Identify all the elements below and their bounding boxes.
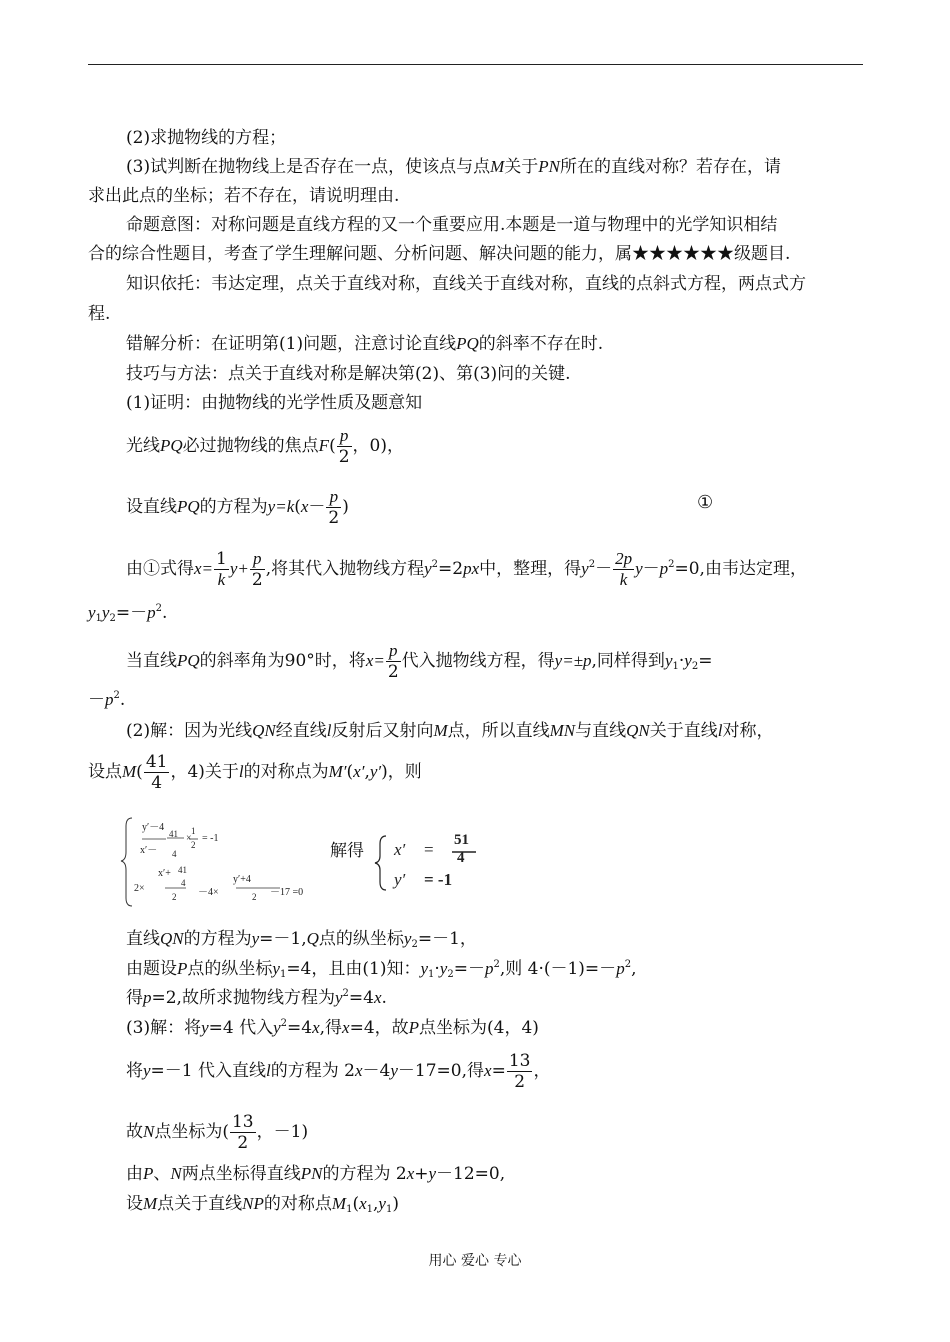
line-error-analysis: 错解分析：在证明第(1)问题，注意讨论直线PQ的斜率不存在时. (126, 334, 604, 354)
system-text: 2 (252, 892, 257, 902)
system-text: x′－ (140, 845, 158, 856)
line-focus: 光线PQ必过抛物线的焦点F( $\frac{p}{2}$ ，0)， (126, 426, 404, 467)
line-knowledge: 知识依托：韦达定理，点关于直线对称，直线关于直线对称，直线的点斜式方程，两点式方 (126, 274, 806, 294)
fraction: $\frac{1}{k}$ (216, 549, 227, 589)
solve-label: 解得 (330, 841, 364, 861)
system-text: 41 (169, 829, 178, 839)
system-text: 4 (172, 849, 177, 859)
system-text: 2× (134, 883, 145, 894)
line-n-coordinates: 故N点坐标为( $\frac{13}{2}$ ，－1) (126, 1112, 309, 1153)
system-text: 4 (181, 878, 186, 888)
line-p-value: 由题设P点的纵坐标$y_1=4$，且由(1)知：$y_1\cdot y_2=-p^2$,则 $4\cdot(-1)=-p^2$, (126, 959, 637, 980)
line-m1-point: 设M点关于直线NP的对称点$M_1(x_1,y_1)$ (126, 1194, 399, 1215)
solution-text: x′ (394, 840, 406, 859)
page-footer: 用心 爱心 专心 (428, 1253, 522, 1269)
line-part2-question: (2)求抛物线的方程； (126, 128, 287, 148)
line-vertical-case: 当直线PQ的斜率角为90°时，将x= $\frac{p}{2}$ 代入抛物线方程，得y=±p,同样得到$y_1\cdot y_2=$ (126, 641, 713, 682)
fraction: $\frac{13}{2}$ (231, 1112, 254, 1153)
line-part3-solution: (3)解：将y=4 代入$y^2=4x$,得x=4，故P点坐标为(4，4) (126, 1018, 539, 1038)
line-parabola-result: 得p=2,故所求抛物线方程为$y^2=4x$. (126, 988, 387, 1008)
system-text: x′+ (158, 868, 171, 879)
fraction: $\frac{p}{2}$ (387, 641, 399, 682)
solution-text: y′ (394, 870, 406, 889)
system-text: y′+4 (233, 874, 251, 885)
system-text: × (186, 833, 192, 844)
line-proof1: (1)证明：由抛物线的光学性质及题意知 (126, 393, 423, 413)
solution-text: 51 (454, 832, 469, 848)
equation-system (120, 812, 335, 910)
line-line-l-substitute: 将y=－1 代入直线l的方程为 2x－4y－17=0,得x= $\frac{13}{2}$ ， (126, 1051, 551, 1092)
fraction: $\frac{13}{2}$ (508, 1051, 531, 1092)
line-knowledge-cont: 程. (88, 304, 111, 324)
line-symmetric-point: 设点M( $\frac{41}{4}$ ，4)关于l的对称点为M′(x′,y′)，则 (88, 752, 422, 793)
fraction: $\frac{p}{2}$ (251, 549, 263, 590)
fraction: $\frac{41}{4}$ (145, 752, 168, 793)
equation-marker: ① (697, 492, 714, 513)
system-text: －4× (198, 887, 219, 898)
system-text: 2 (172, 892, 177, 902)
line-vertical-case-cont: $-p^2$. (88, 690, 126, 710)
line-pn-equation: 由P、N两点坐标得直线PN的方程为 2x+y－12=0, (126, 1164, 506, 1184)
system-text: －17 =0 (270, 887, 304, 898)
solution-text: = (424, 840, 434, 859)
system-text: 1 (191, 826, 196, 836)
line-part3-question-cont: 求出此点的坐标；若不存在，请说明理由. (88, 186, 400, 206)
line-intent-cont: 合的综合性题目，考查了学生理解问题、分析问题、解决问题的能力，属★★★★★★级题目. (88, 244, 791, 264)
solution-text: 4 (457, 850, 465, 866)
system-text: 41 (178, 865, 187, 875)
system-text: = -1 (202, 833, 219, 844)
system-text: 2 (191, 840, 196, 850)
line-technique: 技巧与方法：点关于直线对称是解决第(2)、第(3)问的关键. (126, 364, 571, 384)
fraction: $\frac{2p}{k}$ (615, 549, 633, 589)
line-qn-equation: 直线QN的方程为y=－1,Q点的纵坐标$y_2=-1$， (126, 929, 477, 950)
line-substitute: 由①式得x= $\frac{1}{k}$ y+ $\frac{p}{2}$ ,将其代入抛物线方程$y^2=2px$中，整理，得$y^2-$ $\frac{2p}{k}$ $y-p^2=0$,由韦达定理， (126, 549, 807, 590)
fraction: $\frac{p}{2}$ (338, 426, 350, 467)
solution-text: = -1 (424, 870, 453, 889)
line-intent: 命题意图：对称问题是直线方程的又一个重要应用.本题是一道与物理中的光学知识相结 (126, 215, 778, 235)
system-text: y′－4 (142, 822, 165, 833)
header-rule (88, 64, 863, 65)
solution-system (372, 832, 492, 892)
line-part2-solution: (2)解：因为光线QN经直线l反射后又射向M点，所以直线MN与直线QN关于直线l对称， (126, 721, 774, 741)
fraction: $\frac{p}{2}$ (328, 487, 340, 528)
line-vieta-result: $y_1y_2=-p^2$. (88, 603, 168, 624)
line-part3-question: (3)试判断在抛物线上是否存在一点，使该点与点M关于PN所在的直线对称？若存在，请 (126, 157, 781, 177)
line-pq-equation: 设直线PQ的方程为y=k(x－ $\frac{p}{2}$ ) (126, 487, 349, 528)
